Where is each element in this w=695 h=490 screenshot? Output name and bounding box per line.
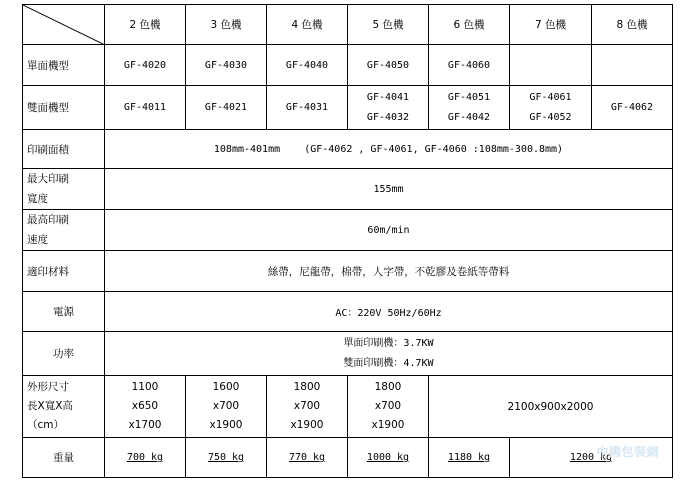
dimensions-line: x700 [293,400,321,412]
print-area-label: 印刷面積 [23,130,105,169]
watermark: 中國包裝網 [596,445,659,459]
weight-row [23,438,673,478]
power-source-label: 電源 [23,292,105,332]
materials-label: 適印材料 [23,251,105,292]
materials-value: 絲帶，尼龍帶，棉帶，人字帶，不乾膠及卷紙等帶料 [105,251,673,292]
power-line: 雙面印刷機：4.7KW [343,357,434,369]
dimensions-line: 1600 [212,381,240,393]
header-5-color: 5 色機 [348,5,429,45]
max-width-value: 155mm [105,169,673,210]
weight-value: 750 kg [207,452,245,463]
double-model-cell: GF-4021 [186,86,267,130]
weight-value: 1180 kg [447,452,491,463]
double-model-cell: GF-4062 [592,86,673,130]
double-model-line: GF-4051 [447,91,491,103]
dimensions-label-line: 長X寬X高 [27,400,73,412]
weight-cell [186,438,267,478]
double-model-line: GF-4052 [529,111,572,123]
header-4-color: 4 色機 [267,5,348,45]
dimensions-label-line: 外形尺寸 [27,381,69,393]
single-model-cell: GF-4060 [429,45,510,86]
max-speed-label [23,210,105,251]
header-8-color: 8 色機 [592,5,673,45]
spec-table [22,4,673,478]
weight-cell [429,438,510,478]
max-width-label-line: 最大印刷 [27,173,69,185]
dimensions-cell [186,376,267,438]
double-model-cell: GF-4031 [267,86,348,130]
single-sided-row [23,45,673,86]
weight-value: 770 kg [288,452,326,463]
dimensions-line: x1900 [290,419,324,431]
dimensions-line: 1100 [131,381,159,393]
weight-value: 700 kg [126,452,164,463]
dimensions-line: x650 [131,400,159,412]
dimensions-line: x700 [212,400,240,412]
double-sided-row [23,86,673,130]
weight-cell [267,438,348,478]
single-model-cell [592,45,673,86]
single-model-cell: GF-4040 [267,45,348,86]
print-area-row [23,130,673,169]
max-speed-label-line: 速度 [27,234,48,246]
power-label: 功率 [23,332,105,376]
double-model-cell: GF-4011 [105,86,186,130]
weight-cell [105,438,186,478]
single-model-cell: GF-4030 [186,45,267,86]
dimensions-line: x1900 [371,419,405,431]
max-speed-value: 60m/min [105,210,673,251]
dimensions-cell [105,376,186,438]
weight-cell [348,438,429,478]
dimensions-line: x1700 [128,419,162,431]
weight-value: 1200 kg [569,452,613,463]
diagonal-line [23,5,105,45]
max-speed-label-line: 最高印刷 [27,214,69,226]
double-sided-label: 雙面機型 [23,86,105,130]
single-model-cell: GF-4050 [348,45,429,86]
dimensions-line: x1900 [209,419,243,431]
max-speed-row [23,210,673,251]
double-model-line: GF-4041 [366,91,410,103]
corner-cell [23,5,105,45]
single-model-cell [510,45,592,86]
dimensions-merged-cell: 2100x900x2000 [429,376,673,438]
header-6-color: 6 色機 [429,5,510,45]
dimensions-line: 1800 [374,381,402,393]
materials-row [23,251,673,292]
weight-label: 重量 [23,438,105,478]
max-width-label [23,169,105,210]
dimensions-line: 1800 [293,381,321,393]
double-model-cell [429,86,510,130]
dimensions-line: x700 [374,400,402,412]
dimensions-cell [348,376,429,438]
weight-value: 1000 kg [366,452,410,463]
power-source-value: AC：220V 50Hz/60Hz [105,292,673,332]
dimensions-row [23,376,673,438]
power-value [105,332,673,376]
double-model-cell [510,86,592,130]
power-row [23,332,673,376]
double-model-cell [348,86,429,130]
dimensions-label [23,376,105,438]
double-model-line: GF-4061 [529,91,572,103]
power-line: 單面印刷機：3.7KW [343,337,434,349]
double-model-line: GF-4032 [366,111,410,123]
weight-merged-cell [510,438,673,478]
power-source-row [23,292,673,332]
single-sided-label: 單面機型 [23,45,105,86]
header-2-color: 2 色機 [105,5,186,45]
single-model-cell: GF-4020 [105,45,186,86]
header-7-color: 7 色機 [510,5,592,45]
dimensions-label-line: （cm） [27,419,65,431]
dimensions-cell [267,376,348,438]
max-width-row [23,169,673,210]
header-3-color: 3 色機 [186,5,267,45]
header-row [23,5,673,45]
print-area-value: 108mm-401mm (GF-4062 , GF-4061, GF-4060 :108mm-300.8mm) [105,130,673,169]
max-width-label-line: 寬度 [27,193,48,205]
double-model-line: GF-4042 [447,111,491,123]
